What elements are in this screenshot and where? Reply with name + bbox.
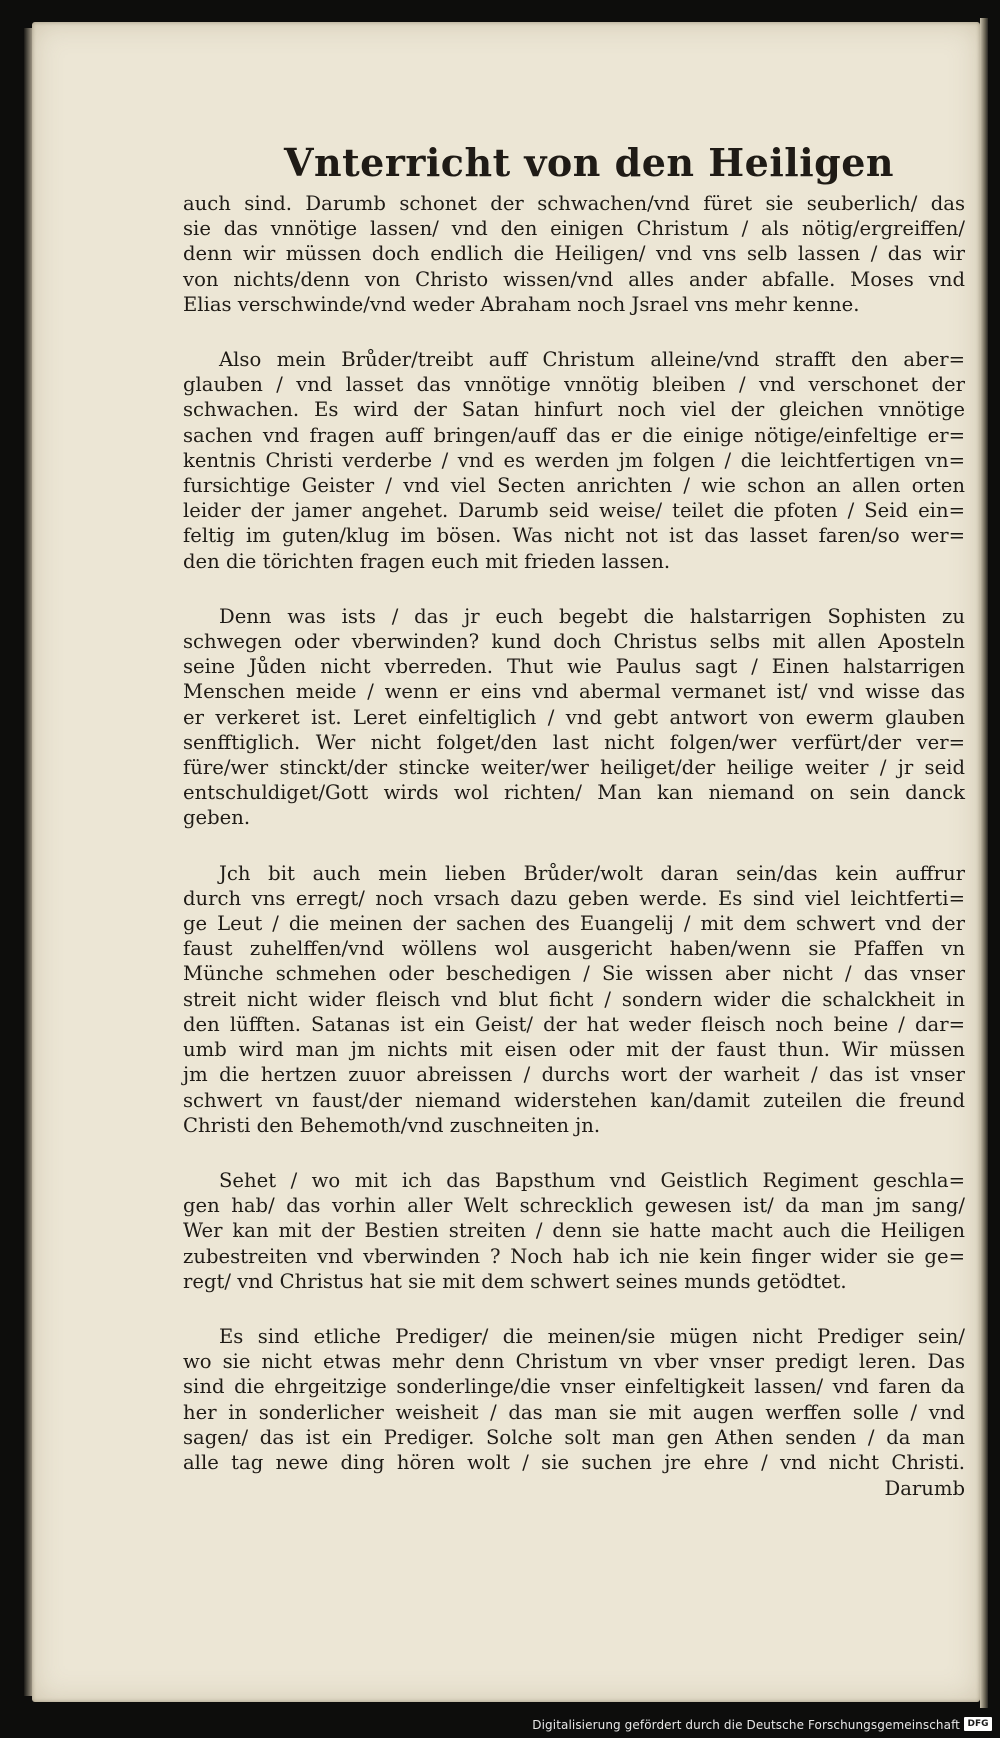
binding-edge [980, 18, 988, 1708]
text-line: durch vns erregt/ noch vrsach dazu geben werde. Es sind viel leichtferti= [183, 886, 965, 910]
text-line: schwert vn faust/der niemand widerstehen kan/damit zuteilen die freund [183, 1088, 965, 1112]
text-line: schwachen. Es wird der Satan hinfurt noch viel der gleichen vnnötige [183, 398, 965, 422]
text-line: kentnis Christi verderbe / vnd es werden jm folgen / die leichtfertigen vn= [183, 448, 965, 472]
text-line: von nichts/denn von Christo wissen/vnd alles ander abfalle. Moses vnd [183, 267, 965, 291]
text-line: schwegen oder vberwinden? kund doch Christus selbs mit allen Aposteln [183, 630, 965, 654]
text-line: Sehet / wo mit ich das Bapsthum vnd Geistlich Regiment geschla= [219, 1168, 965, 1192]
text-line: Wer kan mit der Bestien streiten / denn sie hatte macht auch die Heiligen [183, 1219, 965, 1243]
catchword: Darumb [884, 1477, 965, 1501]
text-line: entschuldiget/Gott wirds wol richten/ Man kan niemand on sein danck [183, 781, 965, 805]
text-line: denn wir müssen doch endlich die Heiligen/ vnd vns selb lassen / das wir [183, 242, 965, 266]
text-line: senfftiglich. Wer nicht folget/den last nicht folgen/wer verfürt/der ver= [183, 730, 965, 754]
text-line: her in sonderlicher weisheit / das man sie mit augen werffen solle / vnd [183, 1400, 965, 1424]
text-line: sind die ehrgeitzige sonderlinge/die vnser einfeltigkeit lassen/ vnd faren da [183, 1375, 965, 1399]
text-line: Also mein Brůder/treibt auff Christum alleine/vnd strafft den aber= [219, 348, 965, 372]
text-line: er verkeret ist. Leret einfeltiglich / vnd gebt antwort von ewerm glauben [183, 705, 965, 729]
text-line: auch sind. Darumb schonet der schwachen/vnd füret sie seuberlich/ das [183, 192, 965, 215]
text-line: glauben / vnd lasset das vnnötige vnnötig bleiben / vnd verschonet der [183, 373, 965, 397]
text-line: geben. [183, 806, 251, 830]
paragraph-3 [183, 604, 965, 831]
left-page-edge [24, 28, 32, 1696]
text-line: Münche schmehen oder beschedigen / Sie wissen aber nicht / das vnser [183, 962, 965, 986]
text-line: den lüfften. Satanas ist ein Geist/ der hat weder fleisch noch beine / dar= [183, 1012, 965, 1036]
text-line: ge Leut / die meinen der sachen des Euangelij / mit dem schwert vnd der [183, 912, 965, 936]
text-line: wo sie nicht etwas mehr denn Christum vn vber vnser predigt leren. Das [183, 1350, 965, 1374]
paragraph-4 [183, 861, 965, 1138]
text-line: Es sind etliche Prediger/ die meinen/sie mügen nicht Prediger sein/ [219, 1324, 965, 1348]
text-line: sachen vnd fragen auff bringen/auff das er die einige nötige/einfeltige er= [183, 423, 965, 447]
text-line: Christi den Behemoth/vnd zuschneiten jn. [183, 1113, 601, 1137]
text-line: Denn was ists / das jr euch begebt die halstarrigen Sophisten zu [219, 604, 965, 628]
dfg-logo[interactable]: DFG [964, 1717, 992, 1731]
text-line: Menschen meide / wenn er eins vnd abermal vermanet ist/ vnd wisse das [183, 680, 965, 704]
paragraph-5 [183, 1168, 965, 1294]
text-line: sagen/ das ist ein Prediger. Solche solt man gen Athen senden / da man [183, 1425, 965, 1449]
text-line: seine Jůden nicht vberreden. Thut wie Paulus sagt / Einen halstarrigen [183, 655, 965, 679]
text-line: jm die hertzen zuuor abreissen / durchs wort der warheit / das ist vnser [183, 1063, 965, 1087]
text-line: gen hab/ das vorhin aller Welt schrecklich gewesen ist/ da man jm sang/ [183, 1194, 965, 1218]
text-line: Jch bit auch mein lieben Brůder/wolt daran sein/das kein auffrur [219, 861, 965, 885]
page-content [183, 112, 965, 1500]
text-line: den die törichten fragen euch mit frieden lassen. [183, 549, 671, 573]
digitization-footer [0, 1712, 1000, 1738]
text-line: Elias verschwinde/vnd weder Abraham noch Jsrael vns mehr kenne. [183, 292, 860, 316]
text-line: sie das vnnötige lassen/ vnd den einigen Christum / als nötig/ergreiffen/ [183, 217, 965, 241]
text-line: feltig im guten/klug im bösen. Was nicht not ist das lasset faren/so wer= [183, 524, 965, 548]
text-line: regt/ vnd Christus hat sie mit dem schwert seines munds getödtet. [183, 1269, 847, 1293]
text-line: füre/wer stinckt/der stincke weiter/wer heiliget/der heilige weiter / jr seid [183, 756, 965, 780]
funding-note: Digitalisierung gefördert durch die Deutsche Forschungsgemeinschaft [532, 1718, 960, 1732]
running-title: Vnterricht von den Heiligen [283, 140, 894, 185]
text-line: faust zuhelffen/vnd wöllens wol ausgericht haben/wenn sie Pfaffen vn [183, 937, 965, 961]
text-line: leider der jamer angehet. Darumb seid weise/ teilet die pfoten / Seid ein= [183, 499, 965, 523]
paragraph-2 [183, 347, 965, 574]
paragraph-6 [183, 1324, 965, 1475]
text-line: umb wird man jm nichts mit eisen oder mit der faust thun. Wir müssen [183, 1038, 965, 1062]
text-line: fursichtige Geister / vnd viel Secten anrichten / wie schon an allen orten [183, 474, 965, 498]
text-line: alle tag newe ding hören wolt / sie suchen jre ehre / vnd nicht Christi. [183, 1450, 965, 1474]
text-line: zubestreiten vnd vberwinden ? Noch hab ich nie kein finger wider sie ge= [183, 1244, 965, 1268]
paragraph-1 [183, 191, 965, 317]
text-line: streit nicht wider fleisch vnd blut ficht / sondern wider die schalckheit in [183, 987, 965, 1011]
